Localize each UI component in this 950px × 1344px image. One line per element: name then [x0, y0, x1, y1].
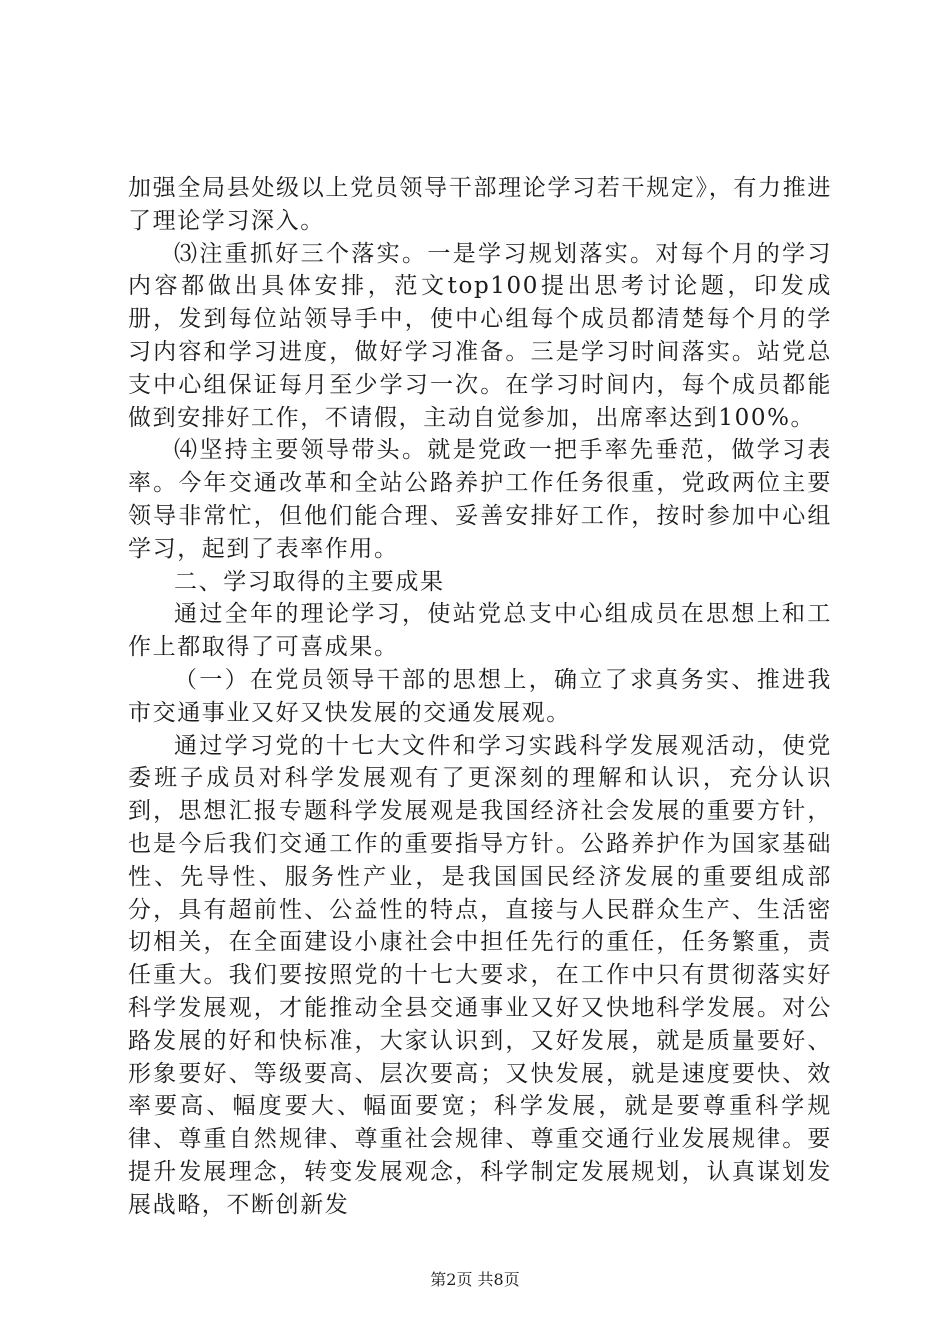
- page-number-footer: 第2页 共8页: [430, 1270, 520, 1289]
- paragraph-results-intro: 通过全年的理论学习，使站党总支中心组成员在思想上和工作上都取得了可喜成果。: [128, 601, 832, 661]
- subsection-heading-one: （一）在党员领导干部的思想上，确立了求真务实、推进我市交通事业又好又快发展的交通发展观。: [128, 666, 832, 726]
- paragraph-three-implementations: ⑶注重抓好三个落实。一是学习规划落实。对每个月的学习内容都做出具体安排，范文top100提出思考讨论题，印发成册，发到每位站领导手中，使中心组每个成员都清楚每个月的学习内容和学习进度，做好学习准备。三是学习时间落实。站党总支中心组保证每月至少学习一次。在学习时间内，每个成员都能做到安排好工作，不请假，主动自觉参加，出席率达到100%。: [128, 240, 832, 431]
- paragraph-continuation: 加强全局县处级以上党员领导干部理论学习若干规定》，有力推进了理论学习深入。: [128, 175, 832, 234]
- section-heading-main-results: 二、学习取得的主要成果: [174, 568, 445, 595]
- paragraph-leaders-lead: ⑷坚持主要领导带头。就是党政一把手率先垂范，做学习表率。今年交通改革和全站公路养护工作任务很重，党政两位主要领导非常忙，但他们能合理、妥善安排好工作，按时参加中心组学习，起到了表率作用。: [128, 437, 832, 562]
- document-body: [128, 172, 832, 1222]
- paragraph-scientific-development: 通过学习党的十七大文件和学习实践科学发展观活动，使党委班子成员对科学发展观有了更深刻的理解和认识，充分认识到，思想汇报专题科学发展观是我国经济社会发展的重要方针，也是今后我们交通工作的重要指导方针。公路养护作为国家基础性、先导性、服务性产业，是我国国民经济发展的重要组成部分，具有超前性、公益性的特点，直接与人民群众生产、生活密切相关，在全面建设小康社会中担任先行的重任，任务繁重，责任重大。我们要按照党的十七大要求，在工作中只有贯彻落实好科学发展观，才能推动全县交通事业又好又快地科学发展。对公路发展的好和快标准，大家认识到，又好发展，就是质量要好、形象要好、等级要高、层次要高；又快发展，就是速度要快、效率要高、幅度要大、幅面要宽；科学发展，就是要尊重科学规律、尊重自然规律、尊重社会规律、尊重交通行业发展规律。要提升发展理念，转变发展观念，科学制定发展规划，认真谋划发展战略，不断创新发: [128, 732, 832, 1218]
